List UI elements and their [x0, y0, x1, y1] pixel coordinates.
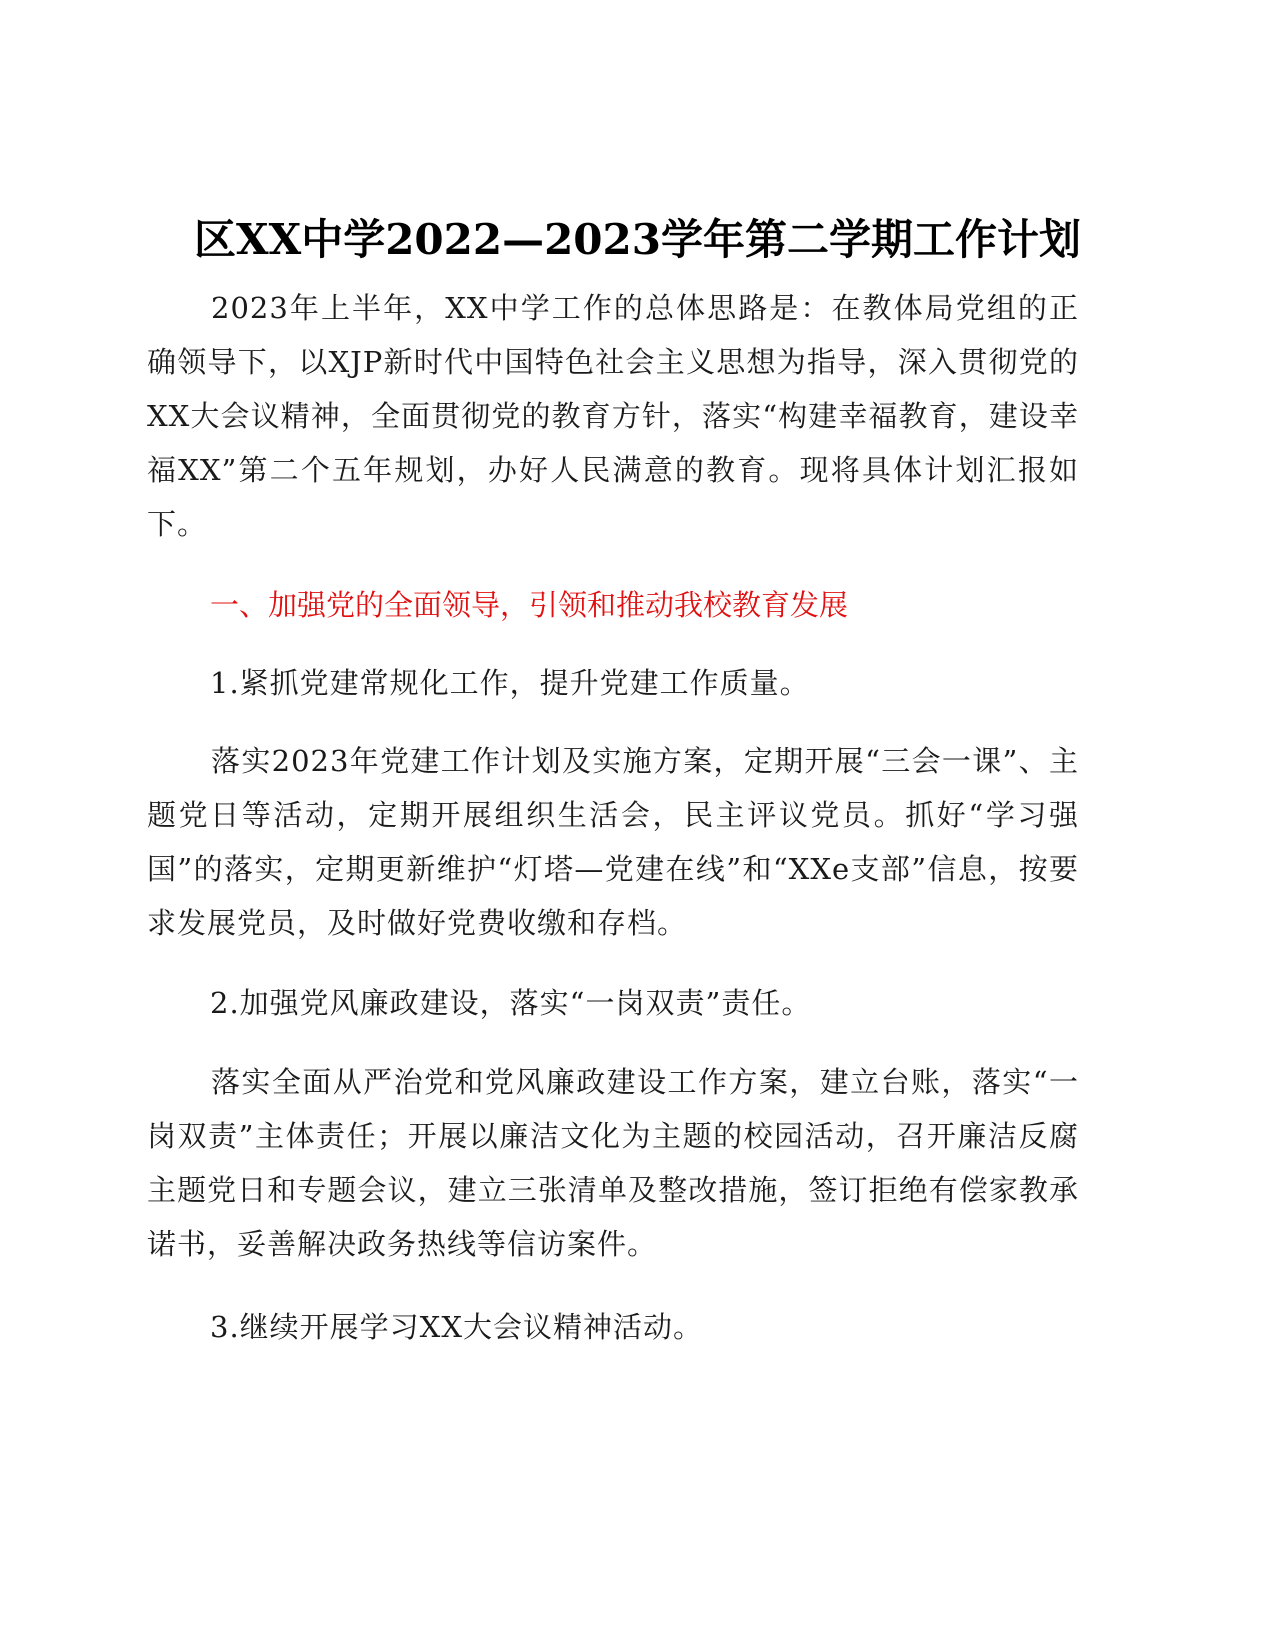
item-3-heading: 3.继续开展学习XX大会议精神活动。 — [210, 1310, 703, 1344]
item-2-heading: 2.加强党风廉政建设，落实“一岗双责”责任。 — [210, 986, 812, 1020]
section-1-heading: 一、加强党的全面领导，引领和推动我校教育发展 — [210, 588, 849, 622]
intro-paragraph: 2023年上半年，XX中学工作的总体思路是：在教体局党组的正确领导下，以XJP新时代中国特色社会主义思想为指导，深入贯彻党的XX大会议精神，全面贯彻党的教育方针，落实“构建幸福教育，建设幸福XX”第二个五年规划，办好人民满意的教育。现将具体计划汇报如下。 — [147, 291, 1079, 541]
item-1-heading: 1.紧抓党建常规化工作，提升党建工作质量。 — [210, 666, 810, 700]
item-1-body: 落实2023年党建工作计划及实施方案，定期开展“三会一课”、主题党日等活动，定期开展组织生活会，民主评议党员。抓好“学习强国”的落实，定期更新维护“灯塔—党建在线”和“XXe支部”信息，按要求发展党员，及时做好党费收缴和存档。 — [147, 744, 1079, 940]
item-2-body: 落实全面从严治党和党风廉政建设工作方案，建立台账，落实“一岗双责”主体责任；开展以廉洁文化为主题的校园活动，召开廉洁反腐主题党日和专题会议，建立三张清单及整改措施，签订拒绝有偿家教承诺书，妥善解决政务热线等信访案件。 — [147, 1065, 1079, 1261]
document-title: 区XX中学2022—2023学年第二学期工作计划 — [194, 215, 1081, 265]
